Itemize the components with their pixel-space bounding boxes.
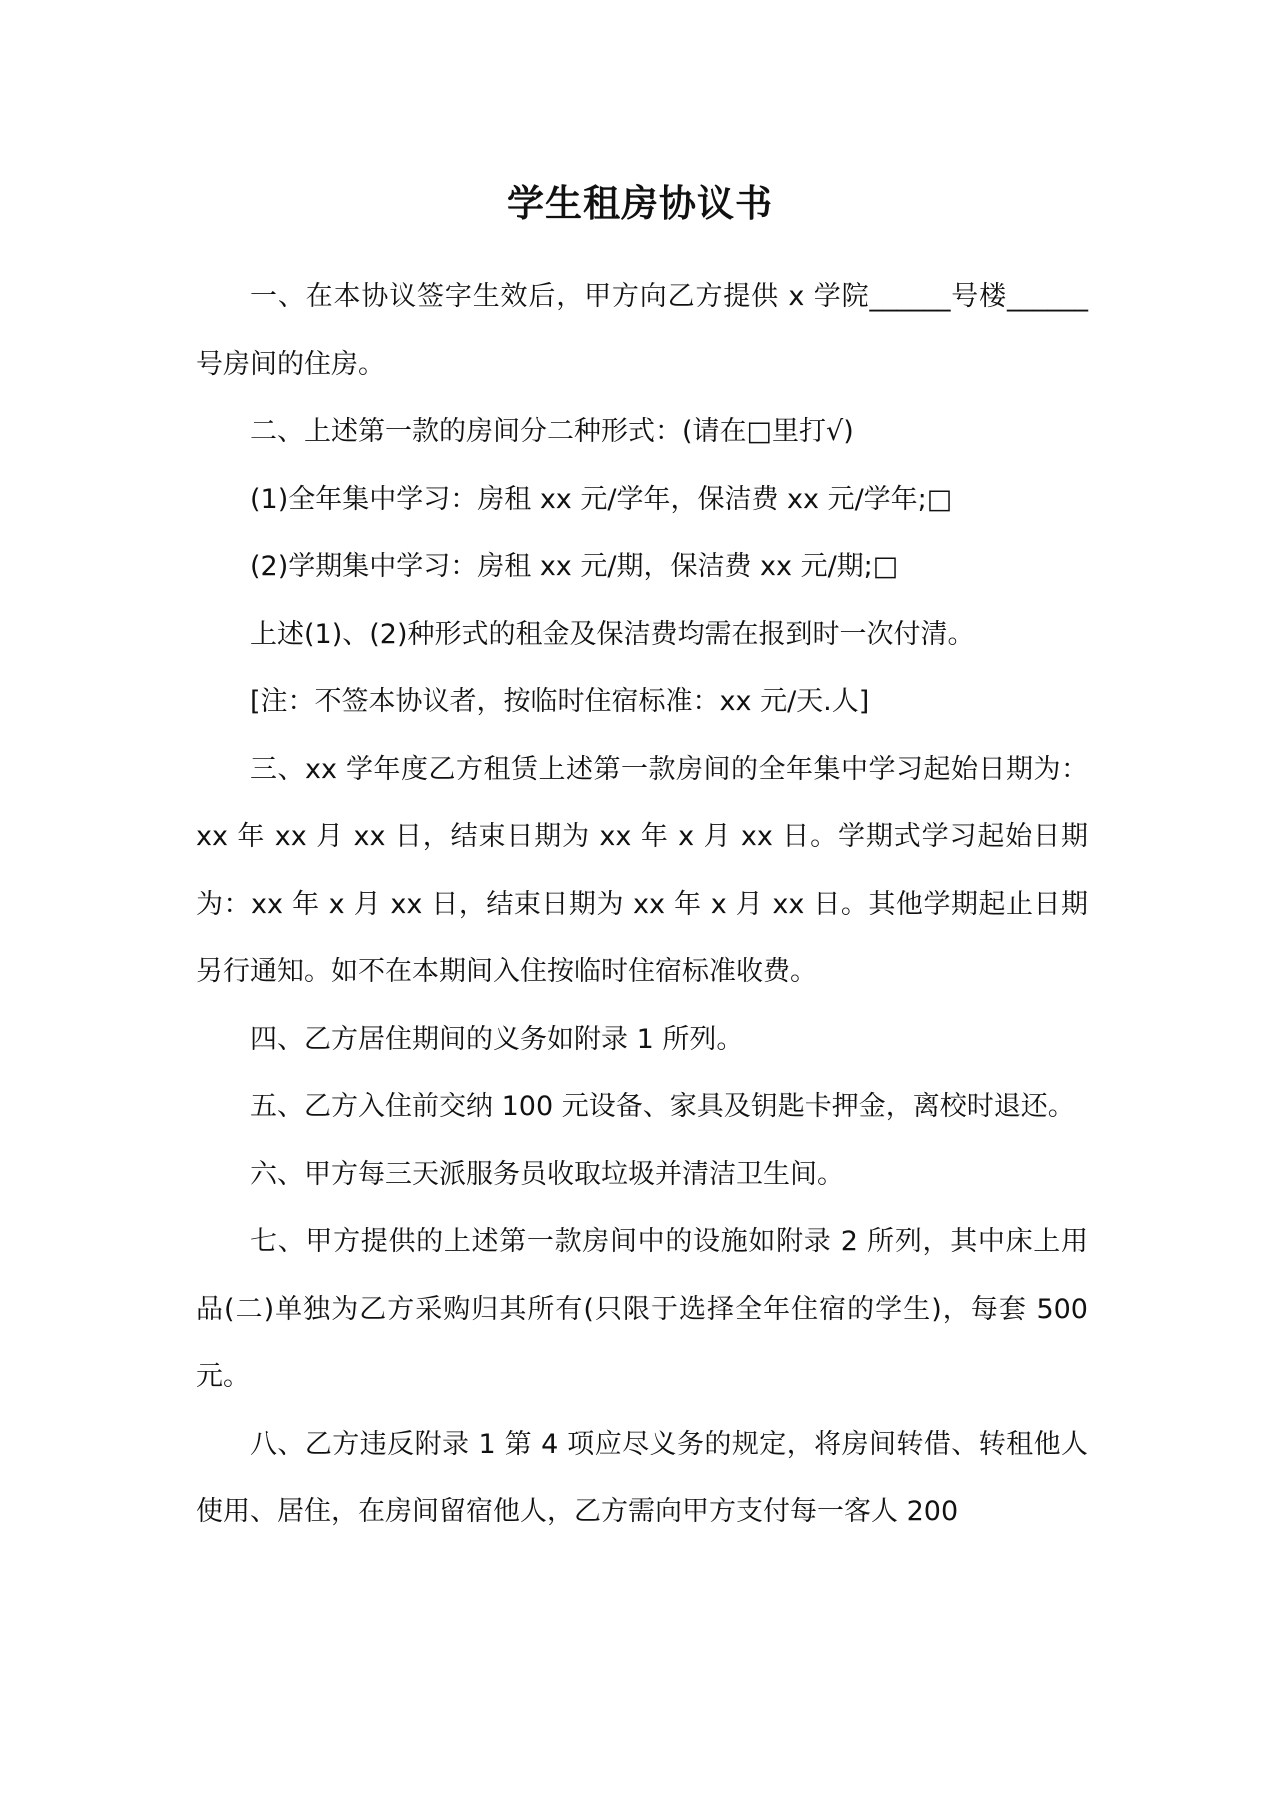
document-title: 学生租房协议书 bbox=[507, 182, 773, 225]
paragraph-clause-6: 六、甲方每三天派服务员收取垃圾并清洁卫生间。 bbox=[250, 1158, 844, 1190]
paragraph-clause-5: 五、乙方入住前交纳 100 元设备、家具及钥匙卡押金，离校时退还。 bbox=[250, 1091, 1075, 1122]
paragraph-clause-7: 七、甲方提供的上述第一款房间中的设施如附录 2 所列，其中床上用品(二)单独为乙方采购归其所有(只限于选择全年住宿的学生)，每套 500 元。 bbox=[196, 1226, 1088, 1392]
paragraph-payment-note: 上述(1)、(2)种形式的租金及保洁费均需在报到时一次付清。 bbox=[250, 618, 975, 650]
paragraph-remark: [注：不签本协议者，按临时住宿标准：xx 元/天.人] bbox=[250, 686, 870, 717]
paragraph-clause-2: 二、上述第一款的房间分二种形式：(请在□里打√) bbox=[250, 416, 854, 447]
paragraph-clause-8: 八、乙方违反附录 1 第 4 项应尽义务的规定，将房间转借、转租他人使用、居住，在房间留宿他人，乙方需向甲方支付每一客人 200 bbox=[196, 1428, 1088, 1527]
document-body bbox=[196, 263, 1088, 1546]
paragraph-clause-4: 四、乙方居住期间的义务如附录 1 所列。 bbox=[250, 1023, 744, 1055]
paragraph-clause-3: 三、xx 学年度乙方租赁上述第一款房间的全年集中学习起始日期为：xx 年 xx 月 xx 日，结束日期为 xx 年 x 月 xx 日。学期式学习起始日期为：xx 年 x 月 xx 日，结束日期为 xx 年 x 月 xx 日。其他学期起止日期另行通知。如不在本期间入住按临时住宿标准收费。 bbox=[196, 753, 1088, 987]
paragraph-option-2: (2)学期集中学习：房租 xx 元/期，保洁费 xx 元/期;□ bbox=[250, 551, 899, 582]
paragraph-option-1: (1)全年集中学习：房租 xx 元/学年，保洁费 xx 元/学年;□ bbox=[250, 483, 953, 515]
paragraph-clause-1: 一、在本协议签字生效后，甲方向乙方提供 x 学院______号楼______号房间的住房。 bbox=[196, 281, 1088, 380]
